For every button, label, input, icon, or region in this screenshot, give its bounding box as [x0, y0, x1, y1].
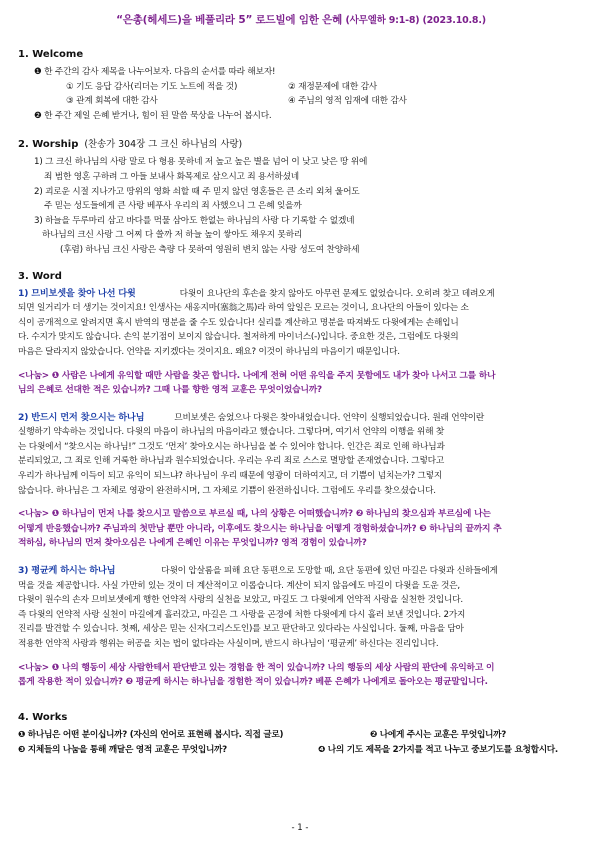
works-item: ❷ 나에게 주시는 교훈은 무엇입니까? [370, 729, 506, 740]
lyric-line: (후렴) 하나님 크신 사랑은 측량 다 못하여 영원히 변치 않는 사랑 성도여 찬양하세 [60, 244, 360, 255]
paragraph-line: 는 다윗에서 “찾으시는 하나님!” 그것도 ‘먼저’ 찾아오시는 하나님을 볼 수 있어야 합니다. 인간은 죄로 인해 하나님과 [18, 441, 445, 452]
paragraph-line: 즉 다윗의 언약적 사랑 실천이 마길에게 흘러갔고, 마길은 그 사랑을 곤경에 처한 다윗에게 다시 흘러 보낸 것입니다. 2가지 [18, 609, 466, 620]
section-title: 2) 반드시 먼저 찾으시는 하나님 [18, 411, 145, 423]
word-section-3 [14, 564, 588, 652]
scripture-reference: (사무엘하 9:1-8) (2023.10.8.) [345, 15, 486, 26]
paragraph-text: 다윗이 압살롬을 피해 요단 동편으로 도망할 때, 요단 동편에 있던 마길은 다윗과 신하들에게 [161, 566, 498, 577]
lyric-line: 2) 괴로운 시절 지나가고 땅위의 영화 쇠할 때 주 믿지 않던 영혼들은 큰 소리 외쳐 울어도 [34, 186, 360, 197]
word-section-1 [14, 287, 588, 360]
paragraph-line: 우리가 하나님께 이득이 되고 유익이 되느냐? 하나님이 우리 때문에 영광이 더하여지고, 더 기쁨이 넘치는가? 그렇지 [18, 471, 443, 482]
page-number: - 1 - [291, 823, 309, 833]
section-title: 3) 평균케 하시는 하나님 [18, 565, 116, 577]
works-row [18, 743, 588, 758]
sharing-line: 롭게 작용한 적이 있습니까? ❷ 평균케 하시는 하나님을 경험한 적이 있습니까? 베푼 은혜가 나에게로 돌아오는 평균말입니다. [18, 677, 488, 688]
welcome-item: ③ 관계 회복에 대한 감사 [66, 96, 158, 107]
lyric-line: 1) 그 크신 하나님의 사랑 말로 다 형용 못하네 저 높고 높은 별을 넘어 이 낮고 낮은 땅 위에 [34, 157, 368, 168]
works-item: ❸ 지체들의 나눔을 통해 깨달은 영적 교훈은 무엇입니까? [18, 744, 227, 755]
works-row [18, 728, 588, 743]
sharing-line: <나눔> ❶ 나의 행동이 세상 사람한테서 판단받고 있는 경험을 한 적이 있습니까? 나의 행동의 세상 사람의 판단에 유익하고 이 [18, 662, 495, 673]
paragraph-line: 먹을 것을 제공합니다. 사실 가만히 있는 것이 더 계산적이고 이롭습니다. 계산이 되지 않음에도 마길이 다윗을 도운 것은, [18, 580, 460, 591]
sharing-line: <나눔> ❶ 하나님이 먼저 나를 찾으시고 말씀으로 부르실 때, 나의 상황은 어떠했습니까? ❷ 하나님의 찾으심과 부르심에 나는 [18, 509, 491, 520]
works-item: ❹ 나의 기도 제목을 2가지를 적고 나누고 중보기도를 요청합시다. [318, 744, 558, 755]
paragraph-line: 않습니다. 하나님은 그 자체로 영광이 완전하시며, 그 자체로 기쁨이 완전하십니다. 그럼에도 우리를 찾으셨습니다. [18, 485, 436, 496]
works-list [14, 728, 588, 758]
lyric-line: 3) 하늘을 두루마리 삼고 바다를 먹물 삼아도 한없는 하나님의 사랑 다 기록할 수 없겠네 [34, 215, 355, 226]
works-heading: 4. Works [18, 711, 68, 723]
sharing-line: 님의 은혜로 선대한 적은 있습니까? 그때 나를 향한 영적 교훈은 무엇이었습니까? [18, 385, 322, 396]
word-heading: 3. Word [18, 270, 62, 282]
welcome-item: ① 기도 응답 감사(리더는 기도 노트에 적을 것) [66, 81, 238, 92]
paragraph-line: 다. 수지가 맞지도 않습니다. 손익 분기점이 보이지 않습니다. 철저하게 마이너스(-)입니다. 중요한 것은, 그럼에도 다윗의 [18, 332, 459, 343]
lyric-line: 하나님의 크신 사랑 그 어찌 다 쓸까 저 하늘 높이 쌓아도 채우지 못하리 [42, 230, 303, 241]
worship-heading [18, 136, 588, 150]
sharing-questions-1 [14, 369, 588, 398]
sharing-questions-3 [14, 661, 588, 690]
welcome-line: ❷ 한 주간 제일 은혜 받거나, 힘이 된 말씀 묵상을 나누어 봅시다. [34, 110, 272, 121]
paragraph-line: 마음은 달라지지 않았습니다. 언약을 지키겠다는 것이지요. 왜요? 이것이 하나님의 마음이기 때문입니다. [18, 346, 400, 357]
welcome-item: ④ 주님의 영적 임재에 대한 감사 [288, 96, 407, 107]
paragraph-line: 실행하기 약속하는 것입니다. 다윗의 마음이 하나님의 마음이라고 했습니다. 그렇다며, 여기서 언약의 이행을 위해 찾 [18, 427, 445, 438]
welcome-item: ② 재정문제에 대한 감사 [288, 81, 378, 92]
sermon-title: “은총(헤세드)을 베풀리라 5” 로드빌에 임한 은혜 [116, 14, 343, 26]
sharing-questions-2 [14, 507, 588, 551]
paragraph-line: 다윗이 원수의 손자 므비보셋에게 행한 언약적 사랑의 실천을 보았고, 마길도 그 다윗에게 언약적 사랑을 실천한 것입니다. [18, 595, 463, 606]
paragraph-line: 되면 일거리가 더 생기는 것이지요! 인생사는 새옹지마(塞翁之馬)라 하여 앞일은 모르는 것이니, 요나단의 아들이 있다는 소 [18, 303, 469, 314]
paragraph-line: 적용한 언약적 사랑과 행위는 허공을 치는 법이 없다라는 사실이며, 반드시 하나님이 ‘평균케’ 하신다는 진리입니다. [18, 639, 439, 649]
welcome-heading: 1. Welcome [18, 49, 84, 60]
section-title: 1) 므비보셋을 찾아 나선 다윗 [18, 287, 136, 299]
worship-heading-label: 2. Worship [18, 139, 79, 151]
paragraph-line: 진리를 발견할 수 있습니다. 첫째, 세상은 믿는 신자(그리스도인)를 보고 판단하고 있다라는 사실입니다. 둘째, 마음을 담아 [18, 624, 464, 635]
welcome-items-row [14, 80, 588, 95]
paragraph-first-line [18, 411, 586, 426]
lyric-line: 주 믿는 성도들에게 큰 사랑 베푸사 우리의 죄 사했으니 그 은혜 잊을까 [44, 201, 302, 212]
paragraph-line: 분리되었고, 그 죄로 인해 거룩한 하나님과 원수되었습니다. 우리는 우리 죄로 스스로 멸망할 존재였습니다. 그렇다고 [18, 456, 445, 467]
word-section-2 [14, 411, 588, 499]
sharing-line: 적하심, 하나님의 먼저 찾아오심은 나에게 은혜인 이유는 무엇입니까? 영적 경험이 있습니까? [18, 538, 367, 549]
welcome-items-row [14, 94, 588, 109]
paragraph-text: 므비보셋은 숨었으나 다윗은 찾아내었습니다. 언약이 실행되었습니다. 원래 언약이란 [174, 412, 485, 423]
sharing-line: <나눔> ❶ 사람은 나에게 유익할 때만 사람을 찾곤 합니다. 나에게 전혀 어떤 유익을 주지 못함에도 내가 찾아 나서고 그를 하나 [18, 370, 496, 381]
hymn-title: (찬송가 304장 그 크신 하나님의 사랑) [84, 139, 243, 151]
paragraph-line: 식이 공개적으로 알려지면 혹시 반역의 명분을 줄 수도 있습니다! 실리를 계산하고 명분을 따져봐도 다윗에게는 손해입니 [18, 317, 459, 328]
paragraph-first-line [18, 287, 586, 302]
lyric-line: 죄 범한 영혼 구하려 그 아들 보내사 화목제로 삼으시고 죄 용서하셨네 [44, 171, 299, 182]
paragraph-text: 다윗이 요나단의 후손을 찾지 않아도 아무런 문제도 없었습니다. 오히려 찾고 데려오게 [179, 288, 495, 299]
paragraph-first-line [18, 564, 586, 579]
works-item: ❶ 하나님은 어떤 분이십니까? (자신의 언어로 표현해 봅시다. 직접 글로) [18, 729, 284, 740]
welcome-line: ❶ 한 주간의 감사 제목을 나누어보자. 다음의 순서를 따라 해보자! [34, 67, 276, 77]
sharing-line: 어떻게 반응했습니까? 주님과의 첫만남 뿐만 아니라, 이후에도 찾으시는 하나님을 어떻게 경험하셨습니까? ❸ 하나님의 끝까지 추 [18, 523, 502, 534]
document-title [14, 12, 588, 27]
